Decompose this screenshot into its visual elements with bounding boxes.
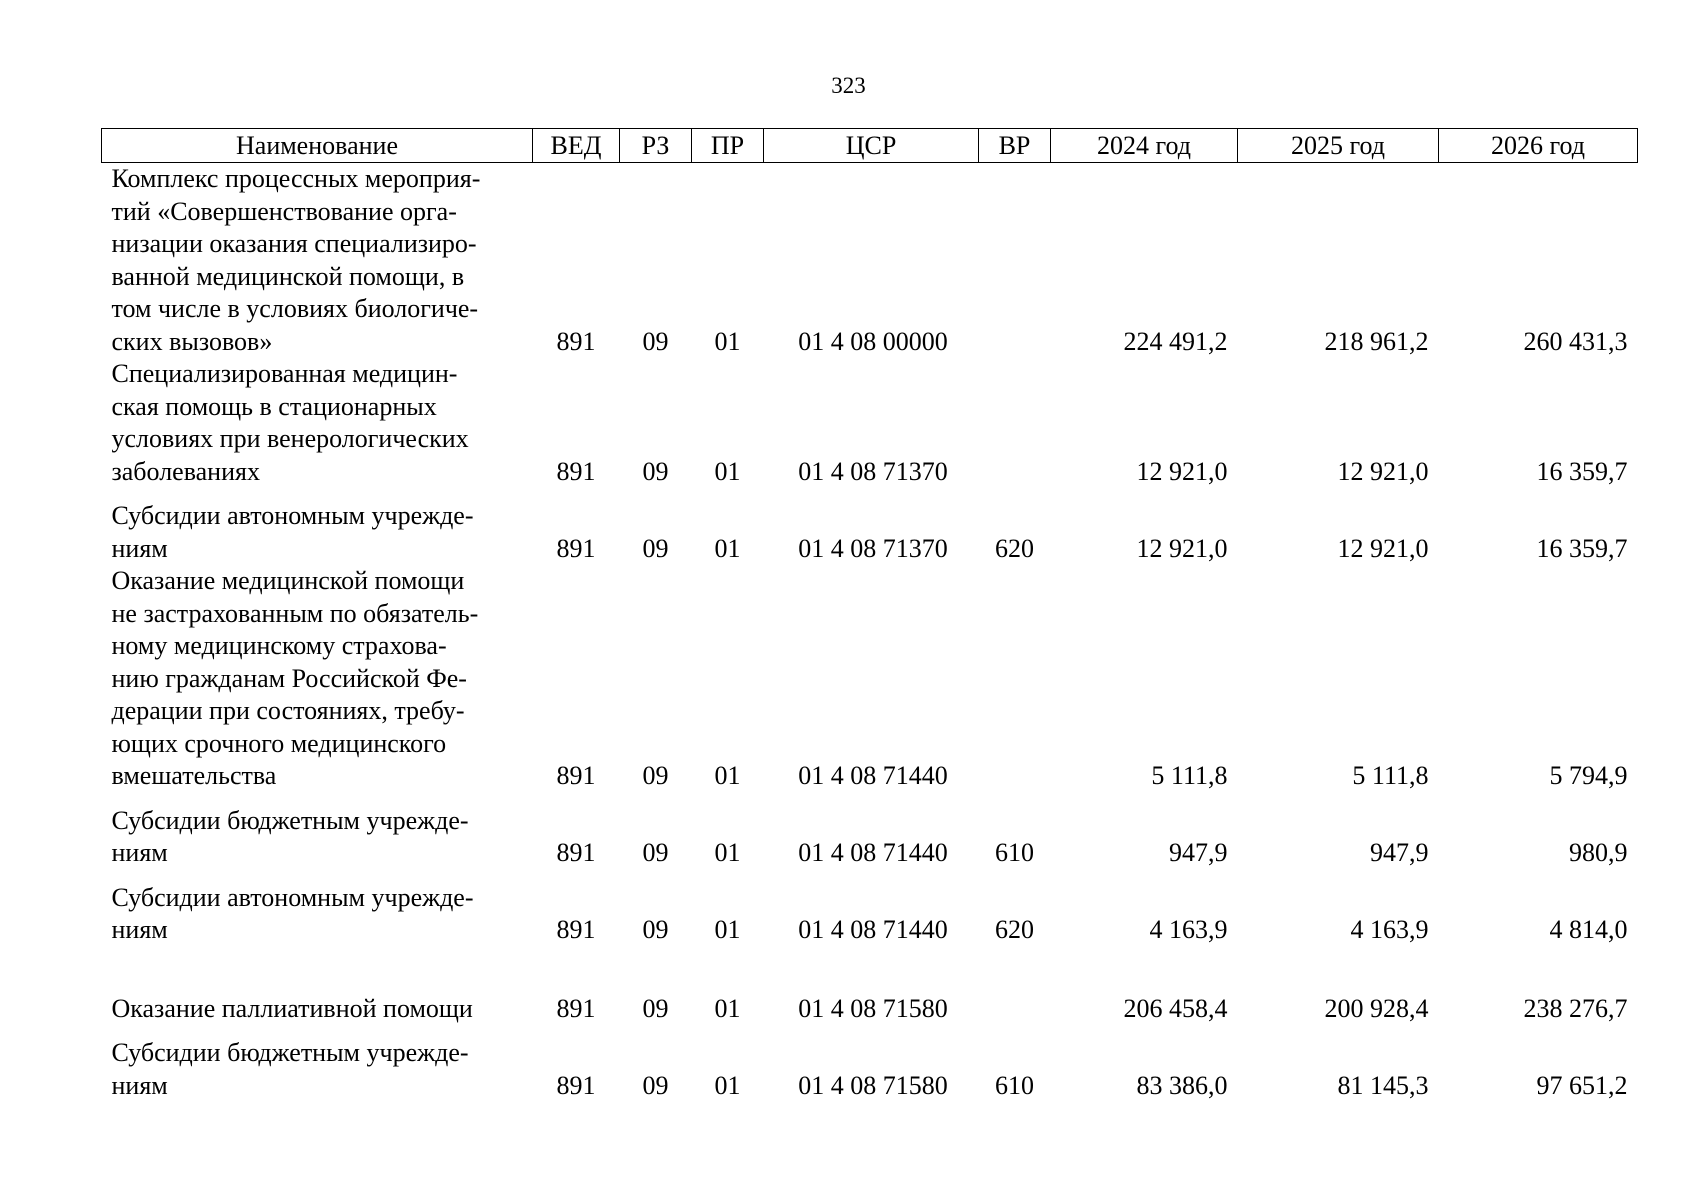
cell-2024: 4 163,9	[1149, 915, 1228, 944]
header-ved: ВЕД	[533, 129, 620, 163]
row-name-line: Оказание медицинской помощи	[111, 566, 465, 595]
cell-2026: 260 431,3	[1523, 326, 1628, 356]
cell-2025: 4 163,9	[1350, 915, 1429, 944]
row-spacer	[102, 1025, 1638, 1037]
row-name	[102, 358, 533, 488]
cell-2025: 81 145,3	[1337, 1070, 1429, 1100]
header-csr: ЦСР	[764, 129, 979, 163]
cell-csr: 01 4 08 71440	[798, 915, 948, 944]
row-name-line: тий «Совершенствование орга-	[111, 196, 457, 226]
cell-2025: 947,9	[1370, 838, 1429, 867]
row-spacer	[102, 870, 1638, 882]
table-row	[102, 1037, 1638, 1102]
cell-rz: 09	[642, 993, 669, 1023]
row-spacer	[102, 488, 1638, 500]
cell-vr: 610	[995, 838, 1034, 867]
table-row	[102, 163, 1638, 359]
cell-pr: 01	[714, 915, 741, 944]
cell-vr	[979, 163, 1051, 359]
cell-rz: 09	[642, 456, 669, 486]
table-row	[102, 805, 1638, 870]
cell-csr: 01 4 08 00000	[798, 326, 948, 356]
row-name-line: ская помощь в стационарных	[111, 391, 437, 421]
cell-csr: 01 4 08 71370	[798, 533, 948, 563]
cell-2024: 12 921,0	[1136, 533, 1228, 563]
cell-csr: 01 4 08 71580	[798, 1070, 948, 1100]
header-2026: 2026 год	[1439, 129, 1638, 163]
row-name-line: Оказание паллиативной помощи	[111, 993, 473, 1023]
cell-csr: 01 4 08 71440	[798, 838, 948, 867]
cell-vr	[979, 993, 1051, 1026]
cell-rz: 09	[642, 533, 669, 563]
row-name-line: Специализированная медицин-	[111, 359, 458, 388]
row-spacer-cell	[102, 488, 1638, 500]
cell-pr: 01	[714, 838, 741, 867]
cell-csr: 01 4 08 71370	[798, 456, 948, 486]
row-name-line: ниям	[111, 915, 168, 944]
row-name	[102, 882, 533, 947]
cell-ved: 891	[556, 1070, 596, 1100]
cell-pr: 01	[714, 456, 741, 486]
cell-rz: 09	[642, 838, 669, 867]
header-2024: 2024 год	[1051, 129, 1238, 163]
cell-ved: 891	[556, 456, 596, 486]
cell-2025: 12 921,0	[1337, 533, 1429, 563]
cell-vr: 610	[995, 1070, 1034, 1100]
page-number: 323	[831, 73, 866, 98]
cell-2026: 4 814,0	[1549, 915, 1628, 944]
cell-ved: 891	[556, 533, 596, 563]
table-row	[102, 358, 1638, 488]
header-rz: РЗ	[620, 129, 692, 163]
row-name	[102, 993, 533, 1026]
row-name-line: ских вызовов»	[111, 326, 273, 356]
cell-2026: 5 794,9	[1549, 761, 1628, 790]
header-2025: 2025 год	[1238, 129, 1439, 163]
table-row	[102, 500, 1638, 565]
cell-2024: 206 458,4	[1123, 993, 1228, 1023]
cell-pr: 01	[714, 1070, 741, 1100]
cell-2026: 980,9	[1569, 838, 1628, 867]
row-name-line: Комплекс процессных мероприя-	[111, 164, 481, 193]
cell-2026: 238 276,7	[1523, 993, 1628, 1023]
cell-ved: 891	[556, 915, 596, 944]
table-header-row	[102, 129, 1638, 163]
cell-rz: 09	[642, 915, 669, 944]
row-name-line: Субсидии автономным учрежде-	[111, 882, 474, 912]
row-name-line: дерации при состояниях, требу-	[111, 696, 465, 725]
row-spacer-cell	[102, 947, 1638, 993]
cell-ved: 891	[556, 838, 596, 867]
cell-vr	[979, 565, 1051, 793]
header-vr: ВР	[979, 129, 1051, 163]
row-name-line: заболеваниях	[111, 456, 260, 486]
cell-2024: 224 491,2	[1123, 326, 1228, 356]
cell-rz: 09	[642, 1070, 669, 1100]
cell-pr: 01	[714, 993, 741, 1023]
cell-rz: 09	[642, 761, 669, 790]
row-spacer-cell	[102, 870, 1638, 882]
row-name-line: не застрахованным по обязатель-	[111, 598, 479, 628]
row-name-line: низации оказания специализиро-	[111, 229, 477, 258]
row-name	[102, 500, 533, 565]
table-row	[102, 565, 1638, 793]
row-name-line: нию гражданам Российской Фе-	[111, 663, 467, 693]
row-name	[102, 1037, 533, 1102]
row-name-line: Субсидии автономным учрежде-	[111, 501, 474, 530]
row-name	[102, 565, 533, 793]
cell-2024: 12 921,0	[1136, 456, 1228, 486]
table-row	[102, 882, 1638, 947]
cell-ved: 891	[556, 761, 596, 790]
cell-vr	[979, 358, 1051, 488]
cell-2025: 200 928,4	[1324, 993, 1429, 1023]
budget-table	[101, 128, 1638, 1102]
row-name-line: Субсидии бюджетным учрежде-	[111, 805, 469, 835]
row-name-line: ниям	[111, 838, 168, 867]
cell-2026: 16 359,7	[1536, 456, 1628, 486]
cell-csr: 01 4 08 71580	[798, 993, 948, 1023]
row-spacer-cell	[102, 793, 1638, 805]
cell-pr: 01	[714, 533, 741, 563]
row-name-line: том числе в условиях биологиче-	[111, 294, 479, 323]
row-name-line: ниям	[111, 533, 168, 563]
cell-2025: 12 921,0	[1337, 456, 1429, 486]
row-name	[102, 163, 533, 359]
row-name-line: ниям	[111, 1070, 168, 1100]
row-name-line: ному медицинскому страхова-	[111, 631, 447, 660]
header-name: Наименование	[102, 129, 533, 163]
cell-ved: 891	[556, 993, 596, 1023]
row-spacer	[102, 947, 1638, 993]
row-name-line: ванной медицинской помощи, в	[111, 261, 465, 291]
row-name-line: вмешательства	[111, 761, 277, 790]
table-row	[102, 993, 1638, 1026]
row-name-line: условиях при венерологических	[111, 424, 469, 453]
row-name-line: Субсидии бюджетным учрежде-	[111, 1038, 469, 1067]
cell-pr: 01	[714, 326, 741, 356]
cell-2024: 83 386,0	[1136, 1070, 1228, 1100]
cell-vr: 620	[995, 533, 1034, 563]
cell-2026: 97 651,2	[1536, 1070, 1628, 1100]
cell-pr: 01	[714, 761, 741, 790]
cell-ved: 891	[556, 326, 596, 356]
cell-2024: 5 111,8	[1151, 761, 1228, 790]
cell-2025: 5 111,8	[1352, 761, 1429, 790]
cell-2024: 947,9	[1169, 838, 1228, 867]
row-name-line: ющих срочного медицинского	[111, 728, 447, 758]
cell-vr: 620	[995, 915, 1034, 944]
row-name	[102, 805, 533, 870]
cell-2025: 218 961,2	[1324, 326, 1429, 356]
header-pr: ПР	[692, 129, 764, 163]
cell-rz: 09	[642, 326, 669, 356]
cell-csr: 01 4 08 71440	[798, 761, 948, 790]
row-spacer-cell	[102, 1025, 1638, 1037]
cell-2026: 16 359,7	[1536, 533, 1628, 563]
row-spacer	[102, 793, 1638, 805]
